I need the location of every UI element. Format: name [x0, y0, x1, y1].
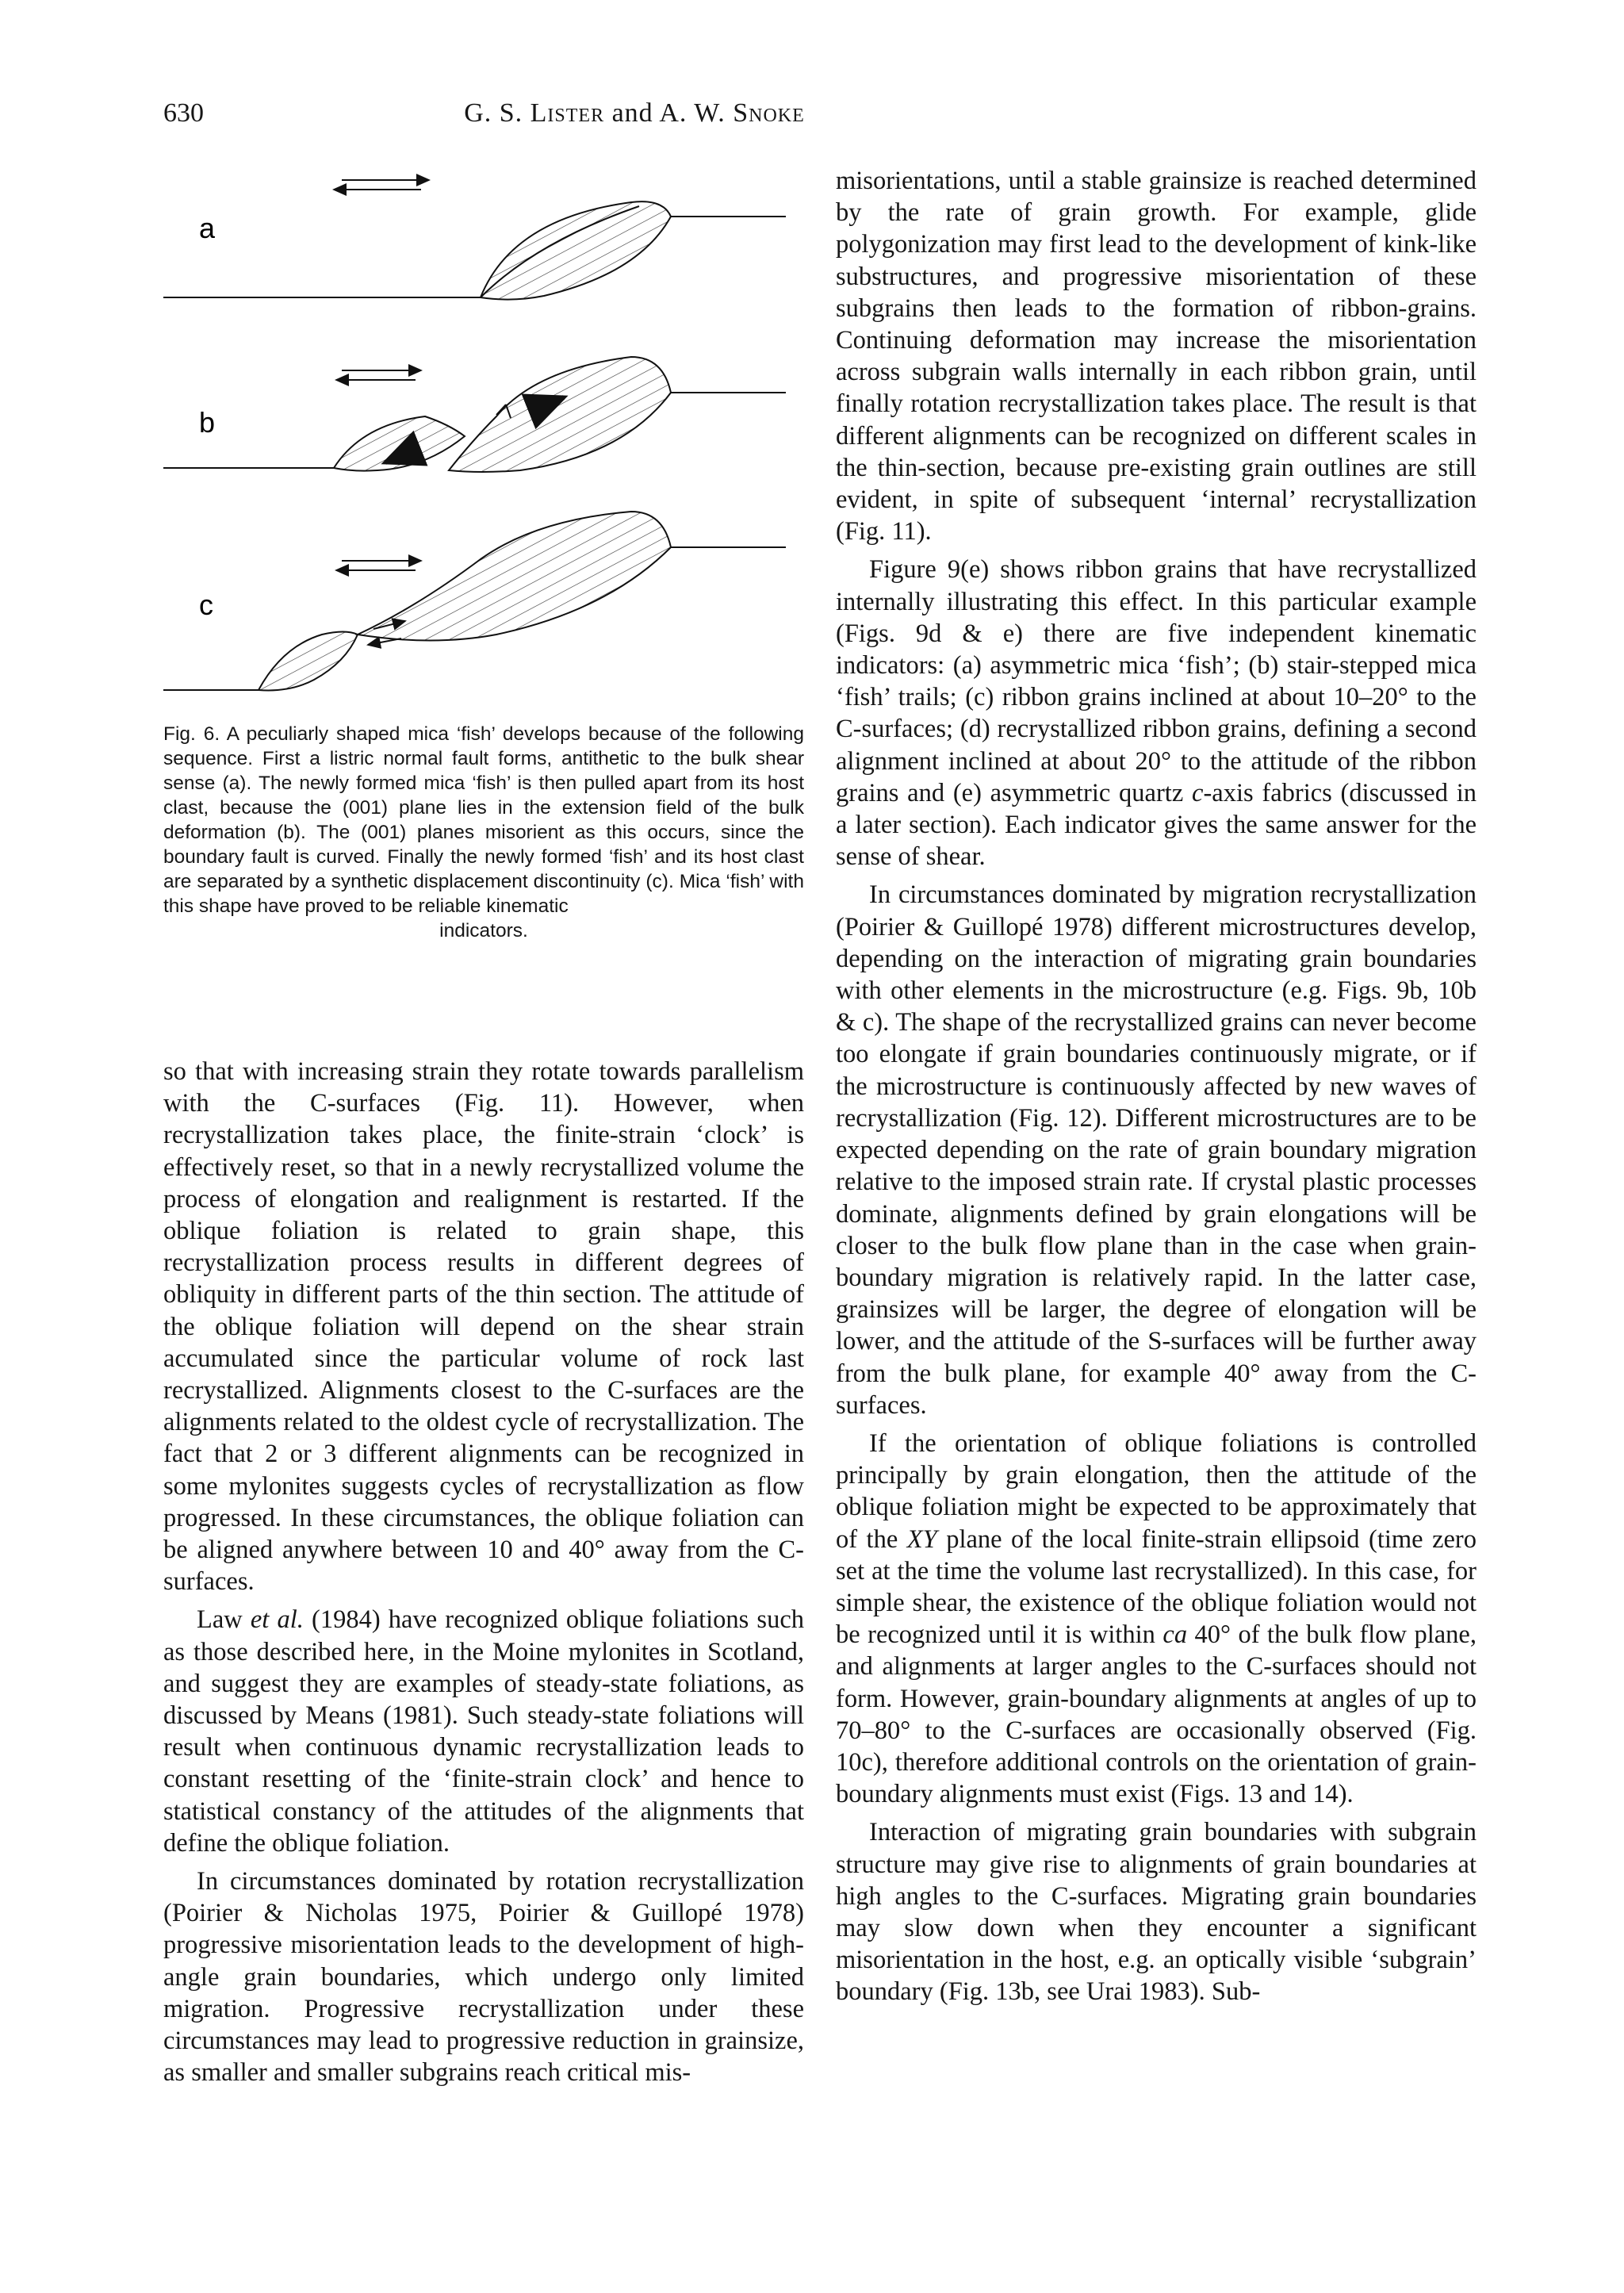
panel-label-c: c — [199, 589, 213, 621]
right-column — [836, 165, 1477, 2015]
author2-initials: A. W. — [659, 98, 733, 128]
right-p2-text-a: Figure 9(e) shows ribbon grains that have recrystallized internally illustrating this effect. In this particular example (Figs. 9d & e) there are five independent kinematic indicators: (a) asymmetric mica ‘fish’; (b) stair-stepped mica ‘fish’ trails; (c) ribbon grains inclined at about 10–20° to the C-surfaces; (d) recrystallized ribbon grains, defining a second alignment inclined at about 20° to the attitude of the ribbon grains and (e) asymmetric quartz — [836, 555, 1477, 807]
panel-c — [163, 512, 786, 690]
right-p4-text-a: If the orientation of oblique foliations is controlled principally by grain elongation, then the attitude of the oblique foliation might be expected to be approximately that of the — [836, 1428, 1477, 1554]
panel-b — [163, 357, 786, 472]
right-paragraph-4 — [836, 1428, 1477, 1810]
panel-label-a: a — [199, 212, 216, 244]
shear-sense-arrows-a — [334, 180, 429, 190]
right-p4-text-c: 40° of the bulk flow plane, and alignments at larger angles to the C-surfaces should not form. However, grain-boundary alignments at angles of up to 70–80° to the C-surfaces are occasionally observed (Fig. 10c), therefore additional controls on the orientation of grain-boundary alignments must exist (Figs. 13 and 14). — [836, 1620, 1477, 1809]
left-p2-etal: et al. — [250, 1605, 304, 1635]
left-paragraph-1: so that with increasing strain they rotate towards parallelism with the C-surfaces (Fig. 11). However, when recrystallization takes place, the finite-strain ‘clock’ is effectively reset, so that in a newly recrystallized volume the process of elongation and realignment is restarted. If the oblique foliation is related to grain shape, this recrystallization process results in different degrees of obliquity in different parts of the thin section. The attitude of the oblique foliation will depend on the shear strain accumulated since the particular volume of rock last recrystallized. Alignments closest to the C-surfaces are the alignments related to the oldest cycle of recrystallization. The fact that 2 or 3 different alignments can be recognized in some mylonites suggests cycles of recrystallization as flow progressed. In these circumstances, the oblique foliation can be aligned anywhere between 10 and 40° away from the C-surfaces. — [163, 1057, 804, 1597]
caption-last-line: indicators. — [439, 920, 528, 941]
figure-6-diagram — [163, 163, 822, 718]
right-p4-xy: XY — [906, 1524, 937, 1554]
right-paragraph-3: In circumstances dominated by migration recrystallization (Poirier & Guillopé 1978) different microstructures develop, depending on the interaction of migrating grain boundaries with other elements in the microstructure (e.g. Figs. 9b, 10b & c). The shape of the recrystallized grains can never become too elongate if grain boundaries continuously migrate, or if the microstructure is continuously affected by new waves of recrystallization (Fig. 12). Different microstructures are to be expected depending on the rate of grain boundary migration relative to the imposed strain rate. If crystal plastic processes dominate, alignments defined by grain elongations will be closer to the bulk flow plane than in the case when grain-boundary migration is relatively rapid. In the latter case, grainsizes will be larger, the degree of elongation will be lower, and the attitude of the S-surfaces will be further away from the bulk plane, for example 40° away from the C-surfaces. — [836, 880, 1477, 1420]
page-number: 630 — [163, 98, 204, 128]
author2-surname: Snoke — [733, 98, 805, 128]
left-paragraph-3: In circumstances dominated by rotation recrystallization (Poirier & Nicholas 1975, Poirier & Guillopé 1978) progressive misorientation leads to the development of high-angle grain boundaries, which undergo only limited migration. Progressive recrystallization under these circumstances may lead to progressive reduction in grainsize, as smaller and smaller subgrains reach critical mis- — [163, 1867, 804, 2088]
panel-label-b: b — [199, 406, 216, 439]
author-connector: and — [604, 98, 660, 128]
right-p2-text-b: -axis fabrics (discussed in a later section). Each indicator gives the same answer for the sense of shear. — [836, 778, 1477, 872]
left-paragraph-2 — [163, 1604, 804, 1859]
right-p2-c-axis: c — [1192, 778, 1204, 807]
running-head — [0, 98, 1269, 128]
panel-a — [163, 180, 786, 300]
shear-sense-arrows-c — [336, 561, 421, 570]
right-paragraph-2 — [836, 554, 1477, 872]
shear-sense-arrows-b — [336, 370, 421, 380]
author1-initials: G. S. — [464, 98, 530, 128]
author1-surname: Lister — [530, 98, 605, 128]
left-p2-text-b: (1984) have recognized oblique foliations such as those described here, in the Moine mylonites in Scotland, and suggest they are examples of steady-state foliations, as discussed by Means (1981). Such steady-state foliations will result when continuous dynamic recrystallization leads to constant resetting of the ‘finite-strain clock’ and hence to statistical constancy of the attitudes of the alignments that define the oblique foliation. — [163, 1605, 805, 1858]
right-paragraph-1: misorientations, until a stable grainsize is reached determined by the rate of grain growth. For example, glide polygonization may first lead to the development of kink-like substructures, and progressive misorientation of these subgrains then leads to the formation of ribbon-grains. Continuing deformation may increase the misorientation across subgrain walls internally in each ribbon grain, until finally rotation recrystallization takes place. The result is that different alignments can be recognized on different scales in the thin-section, because pre-existing grain outlines are still evident, in spite of subsequent ‘internal’ recrystallization (Fig. 11). — [836, 167, 1477, 546]
left-p2-text-a: Law — [197, 1605, 251, 1635]
right-paragraph-5: Interaction of migrating grain boundaries with subgrain structure may give rise to alignments of grain boundaries at high angles to the C-surfaces. Migrating grain boundaries may slow down when they encounter a significant misorientation in the host, e.g. an optically visible ‘subgrain’ boundary (Fig. 13b, see Urai 1983). Sub- — [836, 1818, 1477, 2007]
caption-body: Fig. 6. A peculiarly shaped mica ‘fish’ develops because of the following sequence. First a listric normal fault forms, antithetic to the bulk shear sense (a). The newly formed mica ‘fish’ is then pulled apart from its host clast, because the (001) plane lies in the extension field of the bulk deformation (b). The (001) planes misorient as this occurs, since the boundary fault is curved. Finally the newly formed ‘fish’ and its host clast are separated by a synthetic displacement discontinuity (c). Mica ‘fish’ with this shape have proved to be reliable kinematic — [163, 723, 804, 917]
right-p4-text-b: plane of the local finite-strain ellipsoid (time zero set at the time the volume last recrystallized). In this case, for simple shear, the existence of the oblique foliation would not be recognized until it is within — [836, 1524, 1477, 1650]
figure-caption — [163, 722, 804, 943]
right-p4-ca: ca — [1162, 1620, 1188, 1650]
left-column — [163, 1056, 804, 2096]
